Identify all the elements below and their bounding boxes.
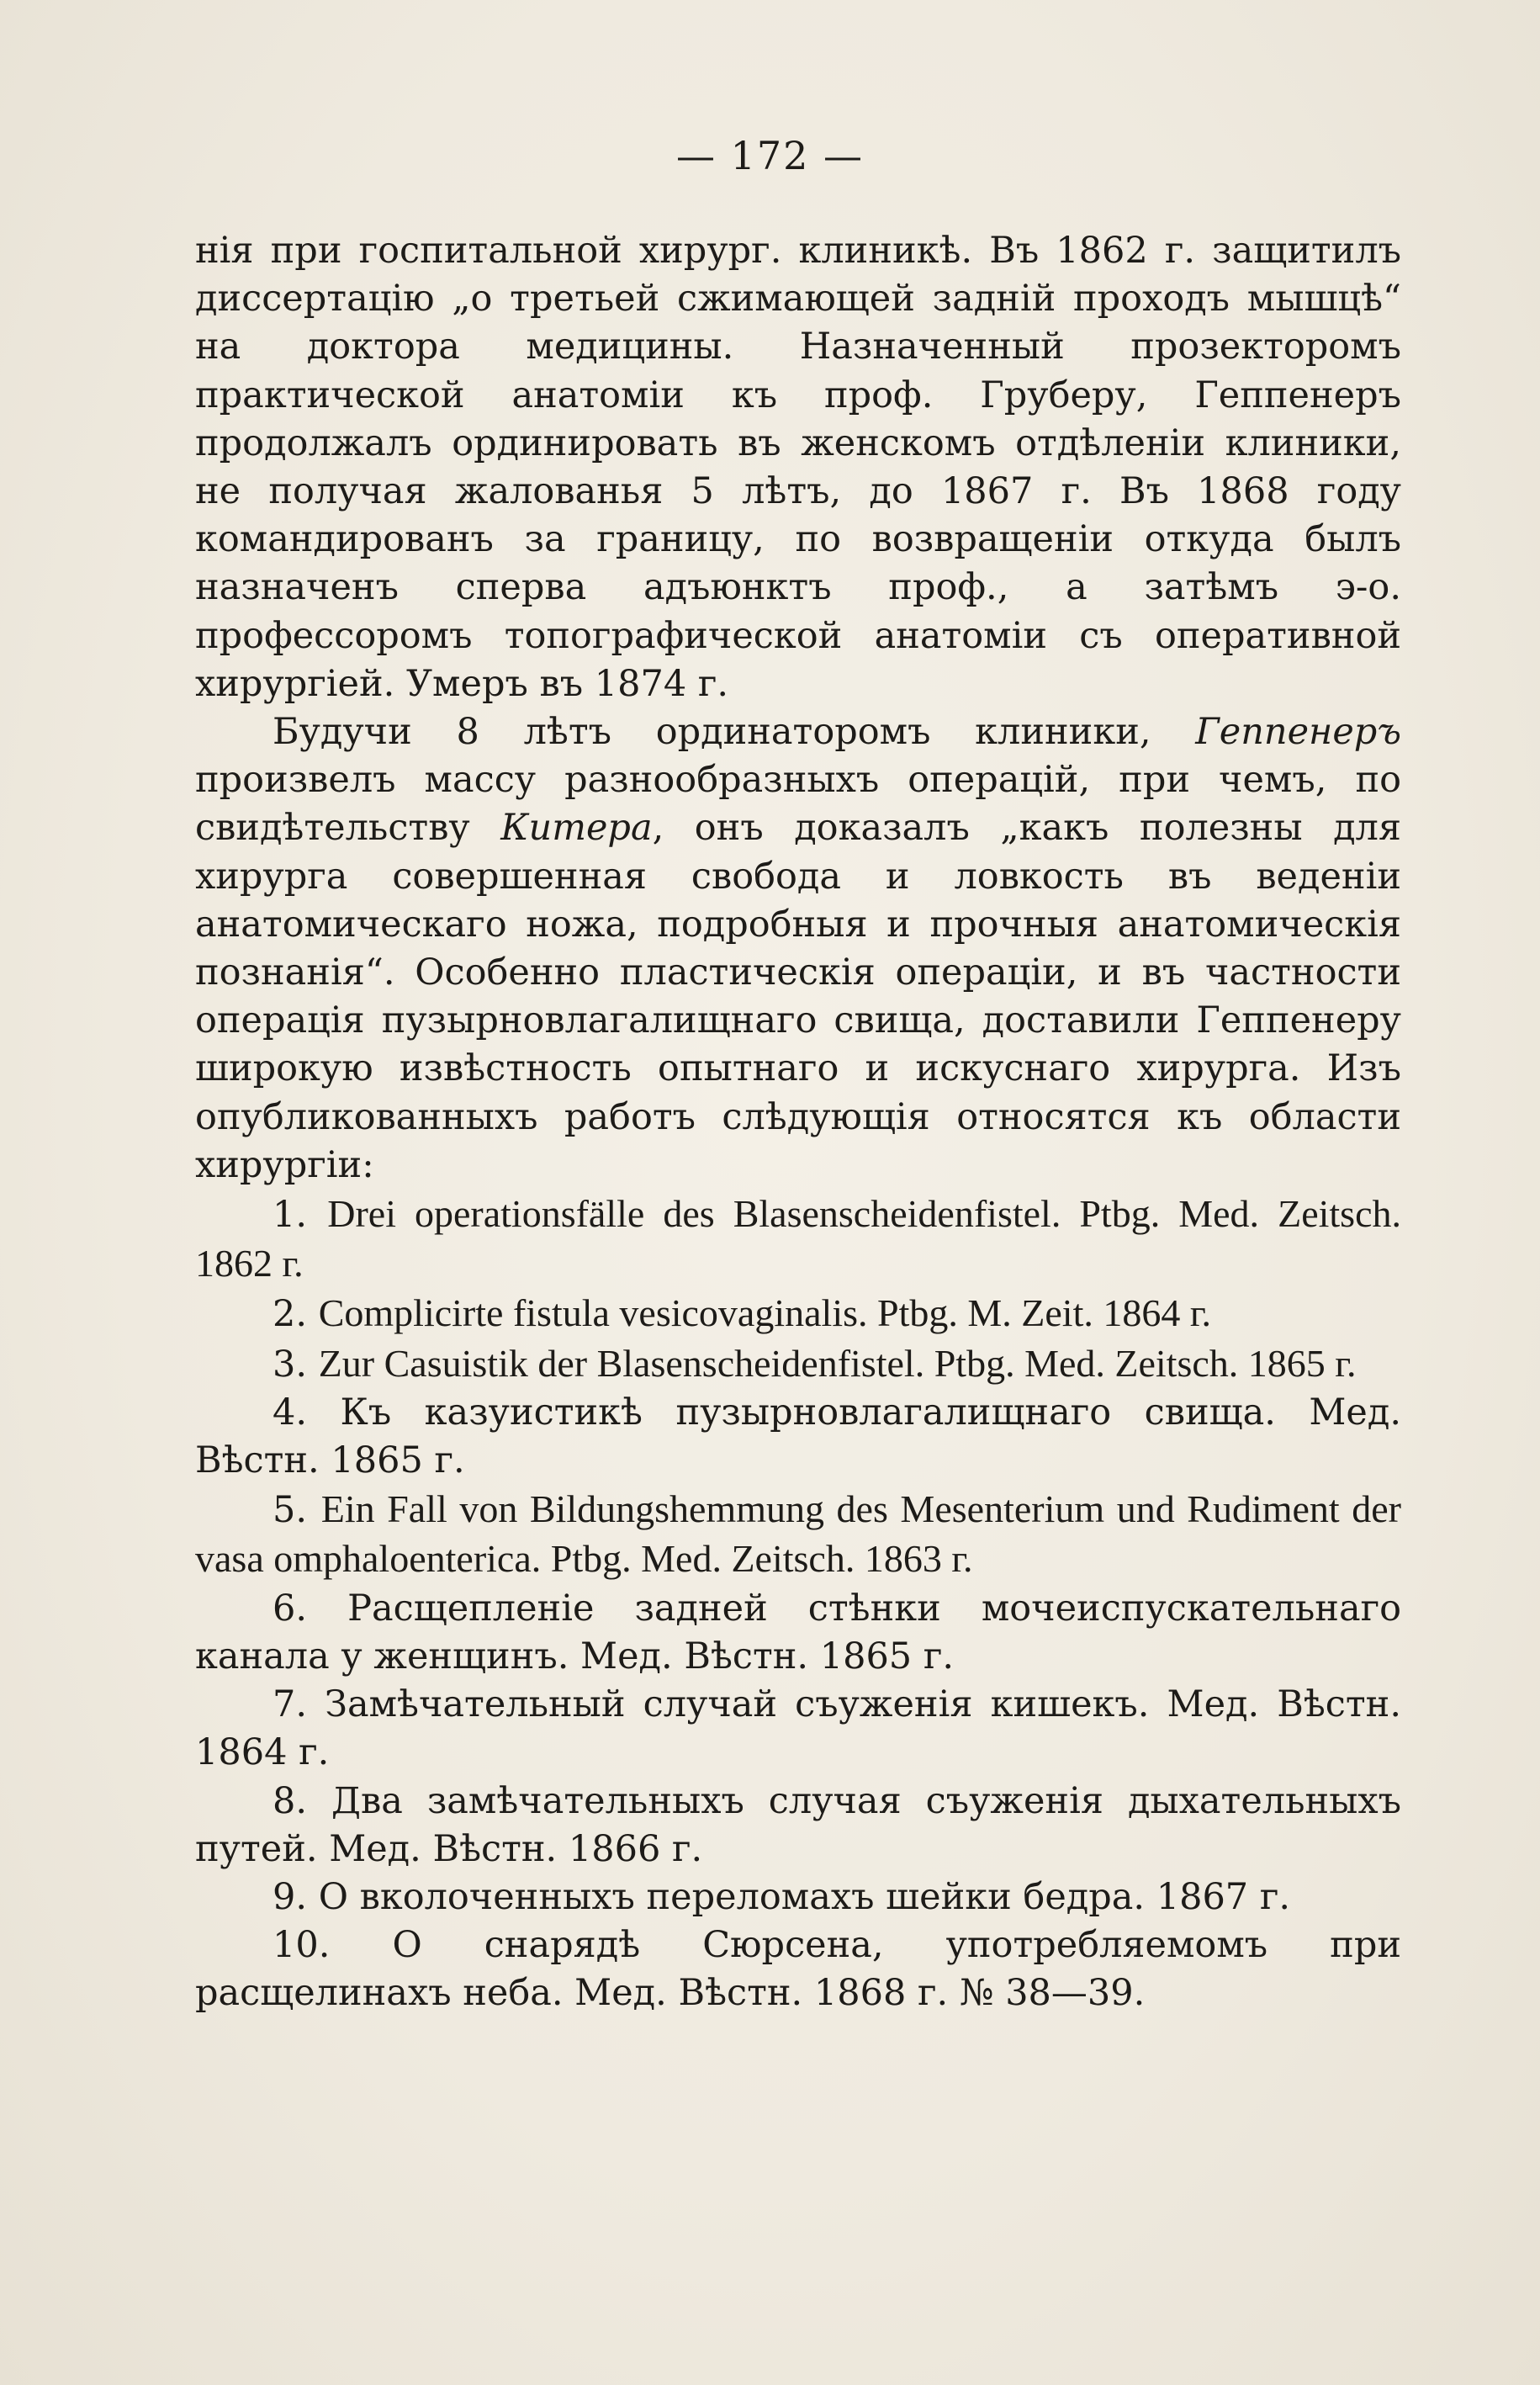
publication-item xyxy=(195,1339,1401,1389)
paragraph-surgical-career xyxy=(195,708,1401,1190)
person-name-kiter: Китера xyxy=(500,807,653,850)
publication-number: 10. xyxy=(273,1924,331,1967)
publication-number: 7. xyxy=(273,1683,308,1726)
publication-number: 5. xyxy=(273,1489,308,1532)
publication-title: Drei operationsfälle des Blasenscheidenfistel. Ptbg. Med. Zeitsch. 1862 г. xyxy=(195,1192,1401,1285)
publication-item xyxy=(195,1874,1401,1921)
publication-item xyxy=(195,1289,1401,1338)
paragraph-part: Будучи 8 лѣтъ ординаторомъ клиники, xyxy=(273,711,1196,754)
publication-number: 9. xyxy=(273,1875,308,1918)
publication-title: Complicirte fistula vesicovaginalis. Ptbg. M. Zeit. 1864 г. xyxy=(318,1291,1212,1335)
publication-item xyxy=(195,1585,1401,1681)
paragraph-part: произвелъ массу разнообразныхъ операцій, при чемъ, по свидѣтельству xyxy=(195,759,1401,850)
publication-number: 1. xyxy=(273,1194,308,1237)
person-name-heppener: Геппенеръ xyxy=(1195,711,1401,754)
publication-item xyxy=(195,1778,1401,1874)
publication-list xyxy=(195,1190,1401,2017)
publication-title: Zur Casuistik der Blasenscheidenfistel. Ptbg. Med. Zeitsch. 1865 г. xyxy=(318,1341,1357,1385)
publication-number: 4. xyxy=(273,1391,308,1434)
publication-number: 8. xyxy=(273,1779,308,1822)
publication-title: Расщепленіе задней стѣнки мочеиспускательнаго канала у женщинъ. Мед. Вѣстн. 1865 г. xyxy=(195,1587,1402,1677)
page-number: — 172 — xyxy=(675,133,865,178)
paragraph-biography: нія при госпитальной хирург. клиникѣ. Въ 1862 г. защитилъ диссертацію „о третьей сжимающей заднiй проходъ мышцѣ“ на доктора медицины. Назначенный прозекторомъ практической анатоміи къ проф. Груберу, Геппенеръ продолжалъ ординировать въ женскомъ отдѣленіи клиники, не получая жалованья 5 лѣтъ, до 1867 г. Въ 1868 году командированъ за границу, по возвращеніи откуда былъ назначенъ сперва адъюнктъ проф., а затѣмъ э-о. профессоромъ топографической анатоміи съ оперативной хирургіей. Умеръ въ 1874 г. xyxy=(195,230,1401,705)
publication-item xyxy=(195,1681,1401,1777)
publication-number: 6. xyxy=(273,1587,308,1630)
publication-title: О вколоченныхъ переломахъ шейки бедра. 1867 г. xyxy=(318,1875,1291,1918)
publication-title: Къ казуистикѣ пузырновлагалищнаго свища. Мед. Вѣстн. 1865 г. xyxy=(195,1391,1402,1482)
publication-number: 2. xyxy=(273,1293,308,1336)
publication-item xyxy=(195,1389,1401,1485)
publication-number: 3. xyxy=(273,1343,308,1386)
publication-title: О снарядѣ Сюрсена, употребляемомъ при расщелинахъ неба. Мед. Вѣстн. 1868 г. № 38—39. xyxy=(195,1924,1402,2015)
text-body xyxy=(195,227,1401,2018)
publication-item xyxy=(195,1485,1401,1584)
publication-item xyxy=(195,1190,1401,1289)
publication-item xyxy=(195,1921,1401,2017)
publication-title: Два замѣчательныхъ случая съуженія дыхательныхъ путей. Мед. Вѣстн. 1866 г. xyxy=(195,1779,1401,1870)
paragraph-part: , онъ доказалъ „какъ полезны для хирурга совершенная свобода и ловкость въ веденіи анатомическаго ножа, подробныя и прочныя анатомическія познанія“. Особенно пластическія операціи, и въ частности операція пузырновлагалищнаго свища, доставили Геппенеру широкую извѣстность опытнаго и искуснаго хирурга. Изъ опубликованныхъ работъ слѣдующія относятся къ области хирургіи: xyxy=(195,807,1401,1186)
publication-title: Ein Fall von Bildungshemmung des Mesenterium und Rudiment der vasa omphaloenterica. Ptbg. Med. Zeitsch. 1863 г. xyxy=(195,1487,1401,1581)
publication-title: Замѣчательный случай съуженія кишекъ. Мед. Вѣстн. 1864 г. xyxy=(195,1683,1402,1774)
